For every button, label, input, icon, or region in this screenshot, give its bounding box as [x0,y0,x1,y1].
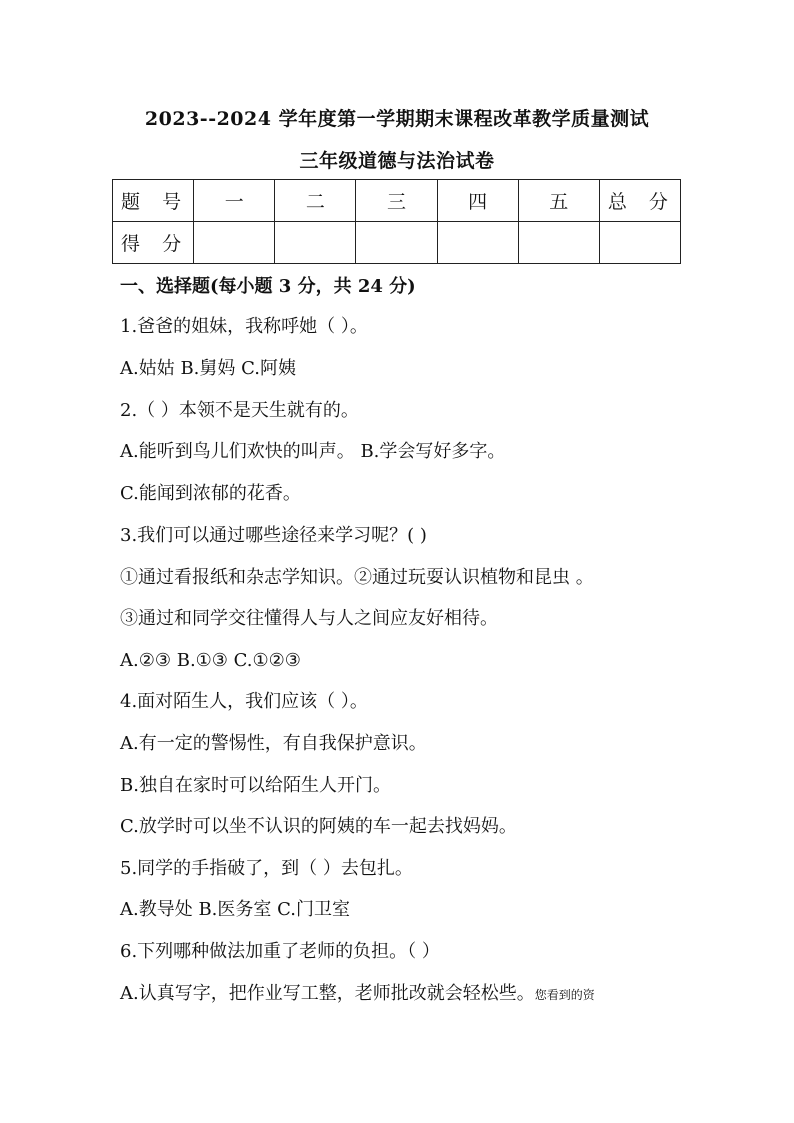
score-header-cell: 题 号 [113,180,194,222]
question-line: 1.爸爸的姐妹，我称呼她（ ）。 [120,316,368,337]
question-line: 4.面对陌生人，我们应该（ ）。 [120,691,368,712]
question-line: A.有一定的警惕性，有自我保护意识。 [120,733,427,754]
question-line: C.放学时可以坐不认识的阿姨的车一起去找妈妈。 [120,816,517,837]
question-line: C.能闻到浓郁的花香。 [120,483,301,504]
watermark-tail-text: 您看到的资 [534,988,595,1002]
score-header-cell: 一 [194,180,275,222]
section-title: 一、选择题(每小题 3 分，共 24 分) [120,276,416,297]
question-line: A.姑姑 B.舅妈 C.阿姨 [120,358,296,379]
score-header-cell: 四 [437,180,518,222]
score-cell [194,222,275,264]
score-cell [518,222,599,264]
score-cell [599,222,680,264]
score-table-score-row [113,222,681,264]
question-line: A.能听到鸟儿们欢快的叫声。 B.学会写好多字。 [120,441,506,462]
score-table [112,179,681,264]
score-cell [275,222,356,264]
score-header-cell: 总 分 [599,180,680,222]
question-line: 6.下列哪种做法加重了老师的负担。（ ） [120,941,440,962]
question-line: 3.我们可以通过哪些途径来学习呢？( ) [120,525,427,546]
exam-subtitle: 三年级道德与法治试卷 [299,150,495,172]
question-line: B.独自在家时可以给陌生人开门。 [120,775,391,796]
score-header-cell: 三 [356,180,437,222]
score-header-cell: 二 [275,180,356,222]
score-cell [356,222,437,264]
score-header-cell: 五 [518,180,599,222]
score-table-header-row [113,180,681,222]
question-line: A.②③ B.①③ C.①②③ [120,650,301,671]
question-line [120,982,595,1007]
score-cell [437,222,518,264]
exam-title: 2023--2024 学年度第一学期期末课程改革教学质量测试 [144,108,650,130]
question-line: 5.同学的手指破了，到（ ）去包扎。 [120,858,413,879]
score-row-label: 得 分 [113,222,194,264]
question-line: A.教导处 B.医务室 C.门卫室 [120,899,350,920]
question-line-text: A.认真写字，把作业写工整，老师批改就会轻松些。 [120,983,535,1004]
question-line: ①通过看报纸和杂志学知识。②通过玩耍认识植物和昆虫 。 [120,567,594,588]
question-line: 2.（ ）本领不是天生就有的。 [120,400,359,421]
question-line: ③通过和同学交往懂得人与人之间应友好相待。 [120,608,498,629]
